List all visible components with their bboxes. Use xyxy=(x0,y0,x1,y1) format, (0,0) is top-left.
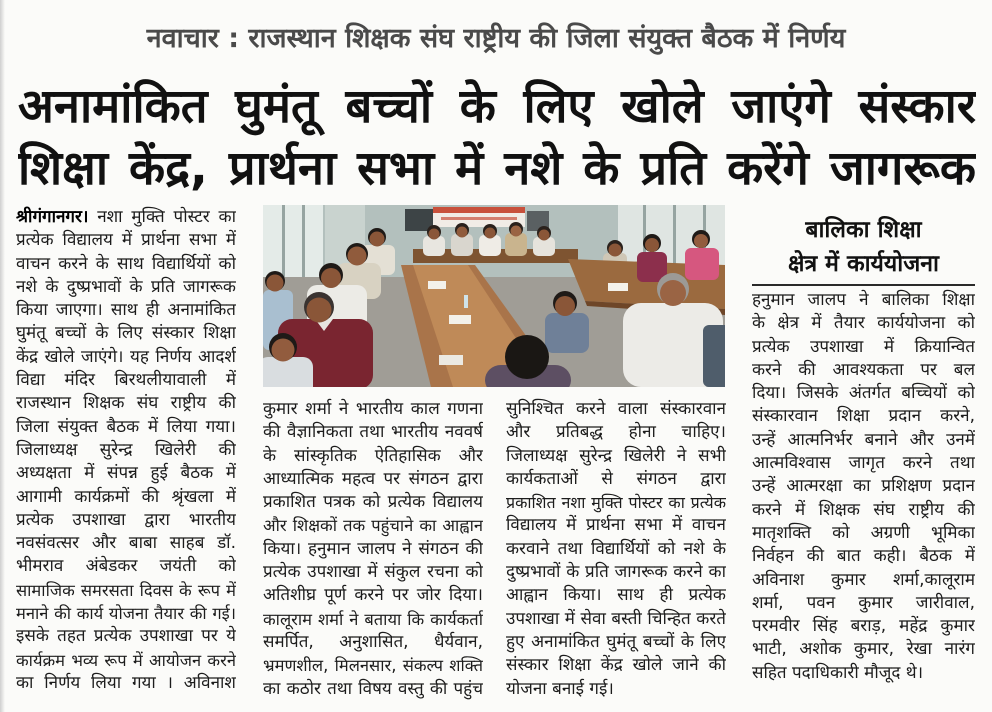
body-text-line: उन्हें आत्मरक्षा का प्रशिक्षण प्रदान xyxy=(752,476,975,497)
body-text-line: कालूराम शर्मा ने बताया कि कार्यकर्ता xyxy=(263,609,483,629)
body-text-line: का निर्णय लिया गया । अविनाश xyxy=(16,672,236,693)
body-text-line: नशे के दुष्प्रभावों के प्रति जागरूक xyxy=(16,276,236,297)
body-text-line: जिलाध्यक्ष सुरेन्द्र खिलेरी की xyxy=(16,439,236,460)
body-text-line: प्रकाशित नशा मुक्ति पोस्टर का प्रत्येक xyxy=(506,493,726,513)
body-text-line: परमवीर सिंह बराड़, महेंद्र कुमार xyxy=(752,616,975,637)
body-text-line: आध्यात्मिक महत्व पर संगठन द्वारा xyxy=(263,468,483,489)
body-text-line: घुमंतू बच्चों के लिए संस्कार शिक्षा xyxy=(16,323,236,344)
body-text-line: के सांस्कृतिक ऐतिहासिक और xyxy=(263,445,483,466)
body-text-line: राजस्थान शिक्षक संघ राष्ट्रीय की xyxy=(16,393,236,414)
sidebar-subheading-line-2: क्षेत्र में कार्ययोजना xyxy=(787,251,939,277)
body-text-line: अध्यक्षता में संपन्न हुई बैठक में xyxy=(16,463,236,484)
page-edge-shadow xyxy=(0,0,5,712)
body-text-line: अविनाश कुमार शर्मा,कालूराम xyxy=(752,569,975,590)
meeting-photo xyxy=(263,205,725,387)
sidebar-subheading-line-1: बालिका शिक्षा xyxy=(805,217,922,243)
body-text-line: नवसंवत्सर और बाबा साहब डॉ. xyxy=(16,533,236,554)
headline-line-2: शिक्षा केंद्र, प्रार्थना सभा में नशे के प्रति करेंगे जागरूक xyxy=(18,141,976,196)
body-text-line: हनुमान जालप ने बालिका शिक्षा xyxy=(752,290,975,310)
body-text-line: दिया। जिसके अंतर्गत बच्चियों को xyxy=(752,383,975,404)
article-column-2 xyxy=(263,398,483,701)
body-text-line: कार्यकताओं से संगठन द्वारा xyxy=(506,468,726,489)
body-text-line: भाटी, अशोक कुमार, रेखा नारंग xyxy=(752,639,975,660)
body-text-line: उन्हें आत्मनिर्भर बनाने और उनमें xyxy=(752,429,975,450)
article-column-1 xyxy=(16,206,236,695)
body-text-line: और प्रतिबद्ध होना चाहिए। xyxy=(506,422,726,443)
body-text-line: सामाजिक समरसता दिवस के रूप में xyxy=(16,580,236,600)
body-text-line: के क्षेत्र में तैयार कार्ययोजना को xyxy=(752,313,975,334)
body-text-line: संस्कार शिक्षा केंद्र खोले जाने की xyxy=(506,655,726,676)
body-text-line: कार्यक्रम भव्य रूप में आयोजन करने xyxy=(16,650,236,670)
body-text-line: मातृशक्ति को अग्रणी भूमिका xyxy=(752,522,975,543)
headline-line-1: अनामांकित घुमंतू बच्चों के लिए खोले जाएंगे संस्कार xyxy=(18,79,976,134)
body-text-line: भ्रमणशील, मिलनसार, संकल्प शक्ति xyxy=(263,656,483,676)
body-text-line: हुए अनामांकित घुमंतू बच्चों के लिए xyxy=(506,631,726,652)
body-text-line: विद्या मंदिर बिरथलीयावाली में xyxy=(16,370,236,391)
body-text-line: की वैज्ञानिकता तथा भारतीय नववर्ष xyxy=(263,422,483,443)
body-text-line: अतिशीघ्र पूर्ण करने पर जोर दिया। xyxy=(263,585,483,606)
body-text-line: सहित पदाधिकारी मौजूद थे। xyxy=(752,662,924,683)
body-text-line: किया। हनुमान जालप ने संगठन की xyxy=(263,538,483,559)
meeting-photo-illustration xyxy=(263,205,725,387)
body-text-line: वाचन करने के साथ विद्यार्थियों को xyxy=(16,253,236,274)
body-text-line: केंद्र खोले जाएंगे। यह निर्णय आदर्श xyxy=(16,346,236,367)
body-text-line: और शिक्षकों तक पहुंचाने का आह्वान xyxy=(263,516,483,536)
body-text-line: सुनिश्चित करने वाला संस्कारवान xyxy=(506,399,726,419)
body-text-line: योजना बनाई गई। xyxy=(506,678,614,699)
body-text-line: मनाने की कार्य योजना तैयार की गई। xyxy=(16,604,236,624)
body-text-line: उपशाखा में सेवा बस्ती चिन्हित करते xyxy=(506,608,726,629)
body-text-line: कुमार शर्मा ने भारतीय काल गणना xyxy=(263,399,483,419)
body-text-line: प्रत्येक उपशाखा द्वारा भारतीय xyxy=(16,509,236,530)
body-text-line: प्रत्येक उपशाखा में क्रियान्वित xyxy=(752,336,975,357)
body-text-line: प्रत्येक विद्यालय में प्रार्थना सभा में xyxy=(16,230,236,251)
body-text-line: प्रकाशित पत्रक को प्रत्येक विद्यालय xyxy=(263,492,483,513)
body-text-line: आह्वान किया। साथ ही प्रत्येक xyxy=(506,585,726,606)
body-text-line: किया जाएगा। साथ ही अनामांकित xyxy=(16,300,236,321)
body-text-line: जिलाध्यक्ष सुरेन्द्र खिलेरी ने सभी xyxy=(506,445,726,466)
dateline: श्रीगंगानगर। xyxy=(16,207,89,227)
body-text-line: निर्वहन की बात कही। बैठक में xyxy=(752,546,975,567)
body-text-line: विद्यालय में प्रार्थना सभा में वाचन xyxy=(506,515,726,536)
body-text-line: का कठोर तथा विषय वस्तु की पहुंच xyxy=(263,678,483,699)
sidebar-subheading xyxy=(752,213,975,286)
body-text-line: आगामी कार्यक्रमों की श्रृंखला में xyxy=(16,486,236,507)
body-text-line: समर्पित, अनुशासित, धैर्यवान, xyxy=(263,631,483,652)
body-text-line: जिला संयुक्त बैठक में लिया गया। xyxy=(16,416,236,437)
body-text-line: प्रत्येक उपशाखा में संकुल रचना को xyxy=(263,562,483,583)
body-text-line: आत्मविश्वास जागृत करने तथा xyxy=(752,453,975,474)
body-text-line: शर्मा, पवन कुमार जारीवाल, xyxy=(752,592,975,613)
sidebar-column xyxy=(752,289,975,685)
body-text-line: इसके तहत प्रत्येक उपशाखा पर ये xyxy=(16,626,236,647)
kicker-line: नवाचार : राजस्थान शिक्षक संघ राष्ट्रीय की जिला संयुक्त बैठक में निर्णय xyxy=(146,23,846,54)
body-text-line xyxy=(16,206,236,229)
body-text-line: संस्कारवान शिक्षा प्रदान करने, xyxy=(752,406,975,427)
body-text-line: भीमराव अंबेडकर जयंती को xyxy=(16,556,236,577)
body-text-line: करने की आवश्यकता पर बल xyxy=(752,359,975,380)
body-text-line: करवाने तथा विद्यार्थियों को नशे के xyxy=(506,538,726,559)
article-column-3 xyxy=(506,398,726,701)
body-text-line: करने में शिक्षक संघ राष्ट्रीय की xyxy=(752,499,975,520)
body-text-line: दुष्प्रभावों के प्रति जागरूक करने का xyxy=(506,562,726,583)
body-text-fragment: नशा मुक्ति पोस्टर का xyxy=(97,207,236,227)
